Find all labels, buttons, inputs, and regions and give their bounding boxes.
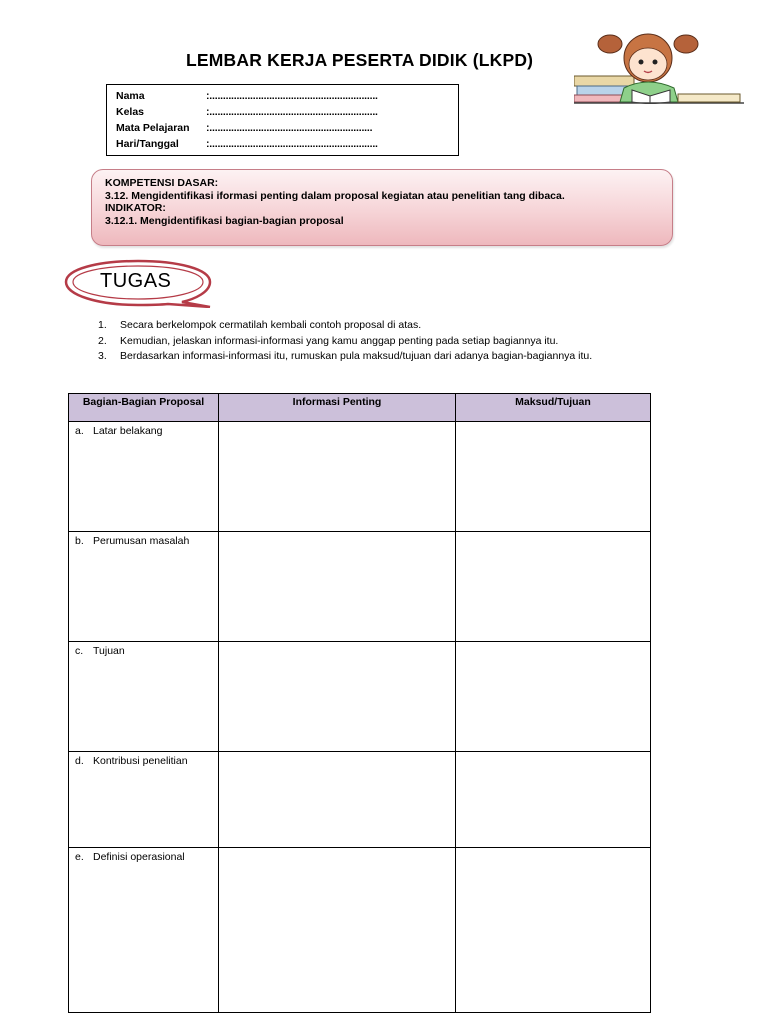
identity-fill-line[interactable]: :.............................................................. [206, 90, 378, 102]
header-purpose: Maksud/Tujuan [456, 394, 651, 422]
identity-label: Hari/Tanggal [116, 138, 179, 150]
important-info-cell[interactable] [219, 422, 456, 532]
identity-fill-line[interactable]: :.............................................................. [206, 106, 378, 118]
important-info-cell[interactable] [219, 532, 456, 642]
identity-label: Kelas [116, 106, 145, 118]
task-number: 2. [98, 334, 107, 347]
identity-row-name [116, 88, 458, 104]
proposal-part-cell [69, 532, 219, 642]
table-row [69, 422, 651, 532]
identity-row-class [116, 104, 458, 120]
table-row [69, 848, 651, 1013]
task-text: Kemudian, jelaskan informasi-informasi yang kamu anggap penting pada setiap bagiannya itu. [120, 334, 559, 347]
indicator-heading: INDIKATOR: [105, 202, 166, 214]
part-letter: a. [75, 425, 84, 437]
purpose-cell[interactable] [456, 532, 651, 642]
important-info-cell[interactable] [219, 752, 456, 848]
table-row [69, 532, 651, 642]
purpose-cell[interactable] [456, 752, 651, 848]
proposal-part-cell [69, 752, 219, 848]
page-title: LEMBAR KERJA PESERTA DIDIK (LKPD) [186, 50, 534, 70]
competency-box [91, 169, 673, 246]
task-item [98, 334, 678, 350]
part-letter: e. [75, 851, 84, 863]
indicator-text: 3.12.1. Mengidentifikasi bagian-bagian proposal [105, 214, 344, 227]
kd-heading: KOMPETENSI DASAR: [105, 177, 219, 189]
proposal-part-cell [69, 642, 219, 752]
part-letter: c. [75, 645, 84, 657]
header-proposal-parts: Bagian-Bagian Proposal [69, 394, 219, 422]
purpose-cell[interactable] [456, 422, 651, 532]
important-info-cell[interactable] [219, 642, 456, 752]
identity-row-subject [116, 120, 458, 136]
part-label: Kontribusi penelitian [93, 755, 188, 767]
purpose-cell[interactable] [456, 848, 651, 1013]
identity-fill-line[interactable]: :.............................................................. [206, 138, 378, 150]
tugas-badge [60, 258, 216, 308]
purpose-cell[interactable] [456, 642, 651, 752]
identity-row-date [116, 136, 458, 152]
identity-label: Nama [116, 90, 145, 102]
header-important-info: Informasi Penting [219, 394, 456, 422]
part-label: Tujuan [93, 645, 125, 657]
important-info-cell[interactable] [219, 848, 456, 1013]
part-label: Latar belakang [93, 425, 163, 437]
task-item [98, 318, 678, 334]
identity-fill-line[interactable]: :............................................................ [206, 122, 373, 134]
part-letter: d. [75, 755, 84, 767]
task-number: 1. [98, 319, 107, 331]
task-number: 3. [98, 350, 107, 362]
proposal-analysis-table [68, 393, 651, 1013]
proposal-part-cell [69, 848, 219, 1013]
table-row [69, 642, 651, 752]
table-header-row [69, 394, 651, 422]
tugas-label: TUGAS [100, 270, 172, 292]
proposal-part-cell [69, 422, 219, 532]
task-text: Secara berkelompok cermatilah kembali contoh proposal di atas. [120, 319, 422, 331]
part-label: Definisi operasional [93, 851, 185, 863]
part-letter: b. [75, 535, 84, 547]
student-identity-box [106, 84, 459, 156]
part-label: Perumusan masalah [93, 535, 190, 547]
task-text: Berdasarkan informasi-informasi itu, rumuskan pula maksud/tujuan dari adanya bagian-bagiannya itu. [120, 350, 593, 362]
girl-reading-book-illustration [574, 30, 746, 104]
task-item [98, 349, 678, 365]
task-list [98, 318, 678, 365]
identity-label: Mata Pelajaran [116, 122, 190, 134]
table-row [69, 752, 651, 848]
kd-text: 3.12. Mengidentifikasi iformasi penting dalam proposal kegiatan atau penelitian tang dibaca. [105, 189, 565, 202]
